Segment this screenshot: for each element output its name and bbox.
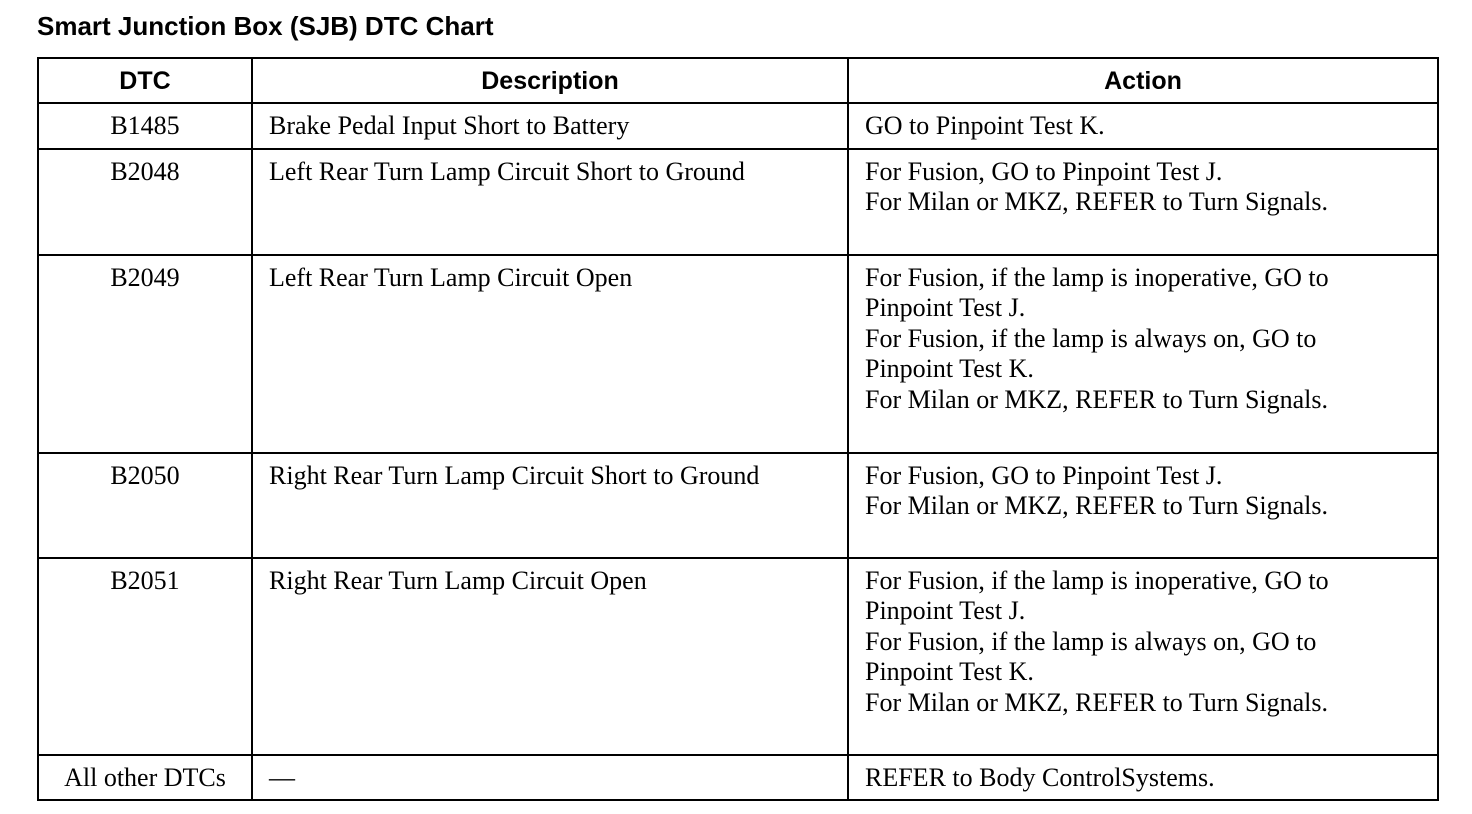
dtc-description: Right Rear Turn Lamp Circuit Short to Ground: [252, 453, 848, 558]
dtc-code: B2050: [38, 453, 252, 558]
action-line: For Fusion, if the lamp is inoperative, GO to: [865, 262, 1329, 292]
action-line: Pinpoint Test J.: [865, 596, 1026, 625]
dtc-description: —: [252, 755, 848, 801]
action-line: For Milan or MKZ, REFER to Turn Signals.: [865, 187, 1329, 216]
action-line: For Milan or MKZ, REFER to Turn Signals.: [865, 384, 1329, 414]
dtc-description: Right Rear Turn Lamp Circuit Open: [252, 558, 848, 755]
dtc-action: [848, 453, 1438, 558]
dtc-action: [848, 255, 1438, 453]
dtc-action: [848, 103, 1438, 149]
table-row: [38, 149, 1438, 255]
action-line: For Fusion, if the lamp is always on, GO to: [865, 626, 1317, 656]
dtc-action: [848, 149, 1438, 255]
dtc-code: B1485: [38, 103, 252, 149]
action-line: For Fusion, if the lamp is inoperative, GO to: [865, 565, 1329, 595]
action-line: For Fusion, GO to Pinpoint Test J.: [865, 156, 1223, 186]
dtc-description: Left Rear Turn Lamp Circuit Short to Ground: [252, 149, 848, 255]
action-line: GO to Pinpoint Test K.: [865, 111, 1105, 140]
table-header-row: [38, 58, 1438, 103]
header-dtc: DTC: [38, 58, 252, 103]
action-line: REFER to Body ControlSystems.: [865, 762, 1215, 792]
action-line: For Milan or MKZ, REFER to Turn Signals.: [865, 687, 1329, 717]
table-row: [38, 255, 1438, 453]
table-row: [38, 453, 1438, 558]
table-row: [38, 558, 1438, 755]
dtc-action: [848, 755, 1438, 801]
action-line: Pinpoint Test K.: [865, 354, 1034, 383]
action-line: For Fusion, if the lamp is always on, GO to: [865, 323, 1317, 353]
table-row: [38, 755, 1438, 801]
page-title: Smart Junction Box (SJB) DTC Chart: [37, 11, 494, 41]
dtc-code: B2048: [38, 149, 252, 255]
dtc-table: [37, 57, 1439, 801]
dtc-description: Brake Pedal Input Short to Battery: [252, 103, 848, 149]
action-line: Pinpoint Test J.: [865, 293, 1026, 322]
dtc-code: B2051: [38, 558, 252, 755]
action-line: For Fusion, GO to Pinpoint Test J.: [865, 460, 1223, 490]
dtc-action: [848, 558, 1438, 755]
dtc-description: Left Rear Turn Lamp Circuit Open: [252, 255, 848, 453]
table-row: [38, 103, 1438, 149]
dtc-code: All other DTCs: [38, 755, 252, 801]
header-description: Description: [252, 58, 848, 103]
header-action: Action: [848, 58, 1438, 103]
dtc-code: B2049: [38, 255, 252, 453]
action-line: Pinpoint Test K.: [865, 657, 1034, 686]
action-line: For Milan or MKZ, REFER to Turn Signals.: [865, 491, 1329, 520]
